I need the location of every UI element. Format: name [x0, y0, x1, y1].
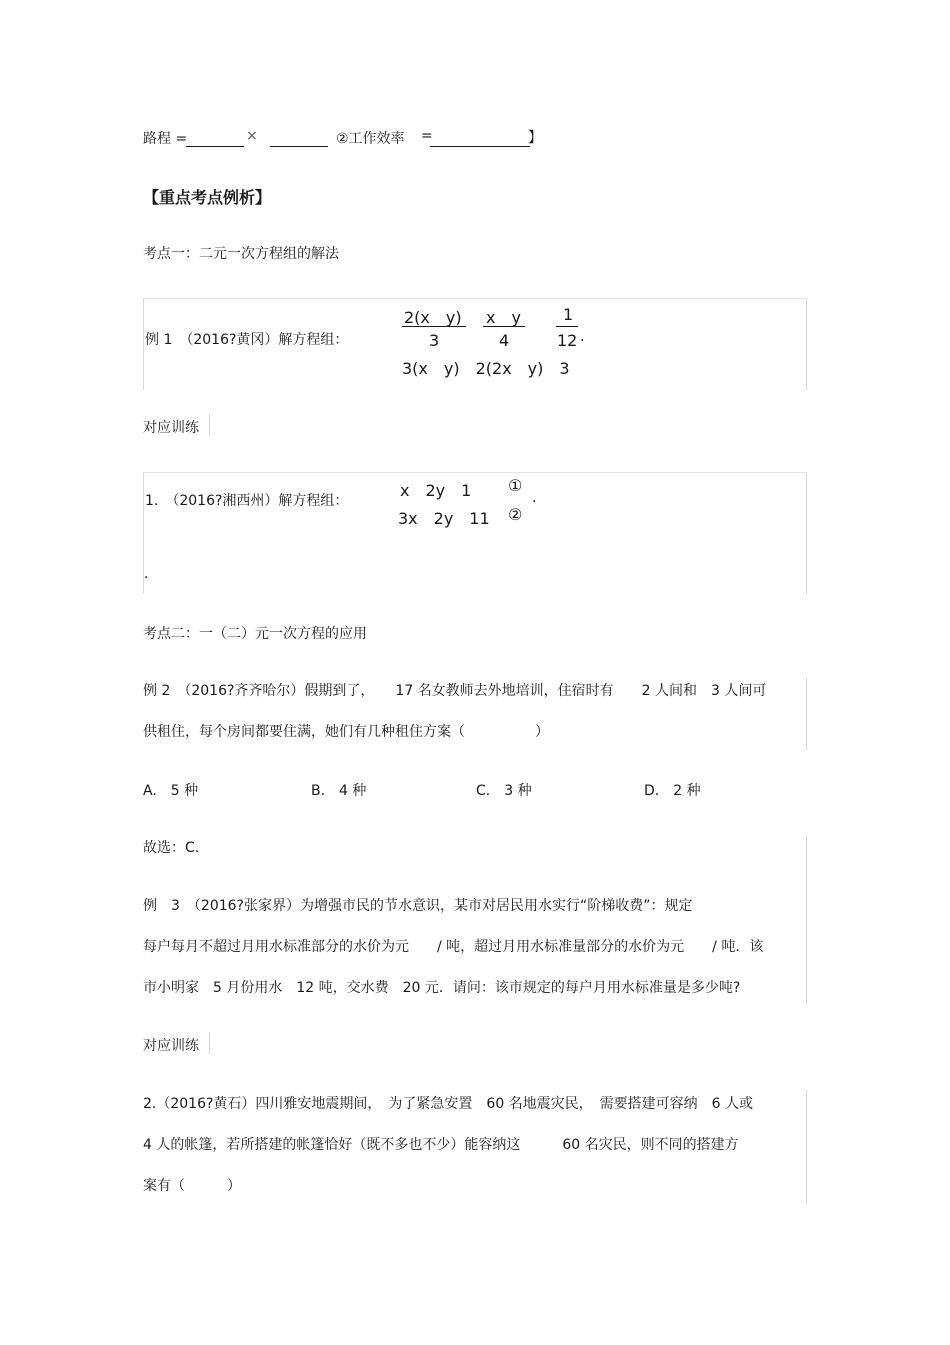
example2-line-1: 例 2 （2016?齐齐哈尔）假期到了， 17 名女教师去外地培训，住宿时有 2 人间和 3 人间可 [143, 683, 767, 699]
example2-option-b[interactable]: B. 4 种 [311, 783, 367, 799]
answer-blank-1[interactable] [186, 146, 244, 147]
example1-frac3-bar [556, 326, 578, 327]
practice2-line-1: 2.（2016?黄石）四川雅安地震期间， 为了紧急安置 60 名地震灾民， 需要搭建可容纳 6 人或 [143, 1096, 754, 1112]
equals-sign: = [421, 128, 433, 144]
example1-frac1-denominator: 3 [429, 331, 440, 350]
example2-option-d[interactable]: D. 2 种 [644, 783, 701, 799]
practice1-equation-2: 3x 2y 11 [398, 509, 490, 528]
answer-blank-3[interactable] [430, 146, 530, 147]
practice1-dot: . [532, 490, 537, 506]
close-bracket: 】 [528, 130, 542, 146]
practice1-label: 1. （2016?湘西州）解方程组： [145, 493, 349, 509]
practice1-equation-1: x 2y 1 [400, 481, 472, 500]
answer-blank-2[interactable] [270, 146, 328, 147]
example1-frac1-bar [402, 326, 466, 327]
example1-equation-2: 3(x y) 2(2x y) 3 [402, 359, 570, 378]
example3-line-2: 每户每月不超过月用水标准部分的水价为元 / 吨，超过月用水标准量部分的水价为元 / 吨．该 [143, 939, 764, 955]
example1-frac1-numerator: 2(x y) [404, 308, 462, 327]
practice2-title: 对应训练 [143, 1038, 199, 1054]
example1-frac2-bar [483, 326, 525, 327]
example1-frac3-numerator: 1 [563, 305, 574, 324]
distance-label: 路程 = [143, 131, 188, 147]
example1-frac2-denominator: 4 [499, 331, 510, 350]
practice1-top-rule [143, 472, 807, 473]
practice1-title-rule [209, 414, 210, 436]
example1-frac3-denominator: 12 [557, 331, 578, 350]
example3-line-1: 例 3 （2016?张家界）为增强市民的节水意识，某市对居民用水实行“阶梯收费”：规定 [143, 898, 693, 914]
kaodian-1-heading: 考点一：二元一次方程组的解法 [143, 246, 339, 262]
example3-line-3: 市小明家 5 月份用水 12 吨，交水费 20 元．请问：该市规定的每户月用水标准量是多少吨? [143, 980, 741, 996]
practice2-title-rule [209, 1032, 210, 1054]
practice1-end-dot: . [144, 566, 149, 582]
example1-right-rule [806, 298, 807, 390]
example2-option-c[interactable]: C. 3 种 [476, 783, 532, 799]
practice1-equation-2-mark: ② [508, 505, 523, 524]
kaodian-2-heading: 考点二：一（二）元一次方程的应用 [143, 626, 367, 642]
example2-line-2: 供租住，每个房间都要住满，她们有几种租住方案（ ） [143, 724, 549, 740]
section-title: 【重点考点例析】 [143, 188, 272, 207]
example2-option-a[interactable]: A. 5 种 [143, 783, 199, 799]
practice1-right-rule [806, 472, 807, 594]
times-sign: × [246, 128, 258, 144]
practice2-line-3: 案有（ ） [143, 1178, 241, 1194]
example1-frac2-numerator: x y [486, 308, 521, 327]
example1-label: 例 1 （2016?黄冈）解方程组： [145, 332, 349, 348]
practice1-title: 对应训练 [143, 420, 199, 436]
example2-answer: 故选：C. [143, 840, 200, 856]
example1-left-rule [143, 298, 144, 390]
practice1-equation-1-mark: ① [508, 476, 523, 495]
example1-top-rule [143, 298, 807, 299]
practice2-right-rule [806, 1090, 807, 1204]
example3-right-rule [806, 835, 807, 1005]
example2-right-rule [806, 678, 807, 750]
efficiency-label: ②工作效率 [336, 131, 405, 147]
practice2-line-2: 4 人的帐篷，若所搭建的帐篷恰好（既不多也不少）能容纳这 60 名灾民，则不同的搭建方 [143, 1137, 739, 1153]
example1-dot: · [580, 333, 585, 349]
